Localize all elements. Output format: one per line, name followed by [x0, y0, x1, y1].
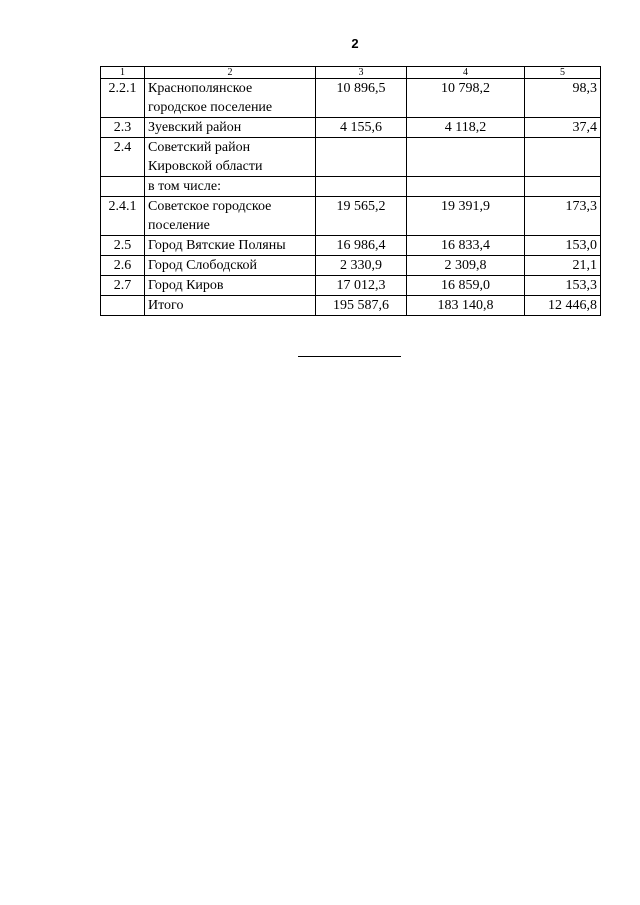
row-number: 2.6: [101, 256, 145, 276]
row-name: Итого: [145, 296, 316, 316]
value-col5: 153,3: [525, 276, 601, 296]
row-name: Город Киров: [145, 276, 316, 296]
data-table: [100, 66, 601, 316]
value-col4: 19 391,9: [407, 197, 525, 236]
table-row: [101, 138, 601, 177]
value-col3: 4 155,6: [316, 118, 407, 138]
row-name: Краснополянское городское поселение: [145, 79, 316, 118]
row-number: 2.7: [101, 276, 145, 296]
row-number: 2.3: [101, 118, 145, 138]
row-number: 2.2.1: [101, 79, 145, 118]
value-col3: 10 896,5: [316, 79, 407, 118]
value-col5: 98,3: [525, 79, 601, 118]
value-col5: 37,4: [525, 118, 601, 138]
row-name: Город Вятские Поляны: [145, 236, 316, 256]
row-number: [101, 296, 145, 316]
value-col5: 173,3: [525, 197, 601, 236]
value-col4: 16 859,0: [407, 276, 525, 296]
total-row: [101, 296, 601, 316]
table-row: [101, 236, 601, 256]
table-row: [101, 197, 601, 236]
value-col5: [525, 177, 601, 197]
value-col3: 195 587,6: [316, 296, 407, 316]
value-col4: [407, 177, 525, 197]
row-name: Зуевский район: [145, 118, 316, 138]
row-number: [101, 177, 145, 197]
table-row: [101, 276, 601, 296]
value-col4: [407, 138, 525, 177]
value-col5: 153,0: [525, 236, 601, 256]
value-col3: 16 986,4: [316, 236, 407, 256]
column-number: 4: [407, 67, 525, 79]
page-number: 2: [351, 36, 359, 51]
row-name: Советский район Кировской области: [145, 138, 316, 177]
row-name: Советское городское поселение: [145, 197, 316, 236]
table-row: [101, 79, 601, 118]
value-col3: 19 565,2: [316, 197, 407, 236]
row-number: 2.4.1: [101, 197, 145, 236]
value-col3: [316, 177, 407, 197]
value-col5: 21,1: [525, 256, 601, 276]
column-number: 5: [525, 67, 601, 79]
closing-rule: [298, 356, 401, 357]
value-col4: 2 309,8: [407, 256, 525, 276]
table-row: [101, 256, 601, 276]
value-col3: [316, 138, 407, 177]
value-col3: 17 012,3: [316, 276, 407, 296]
column-number-row: [101, 67, 601, 79]
value-col4: 16 833,4: [407, 236, 525, 256]
row-number: 2.5: [101, 236, 145, 256]
value-col3: 2 330,9: [316, 256, 407, 276]
value-col5: [525, 138, 601, 177]
table-row: [101, 177, 601, 197]
column-number: 2: [145, 67, 316, 79]
row-name: Город Слободской: [145, 256, 316, 276]
value-col4: 183 140,8: [407, 296, 525, 316]
value-col5: 12 446,8: [525, 296, 601, 316]
table-row: [101, 118, 601, 138]
value-col4: 4 118,2: [407, 118, 525, 138]
row-number: 2.4: [101, 138, 145, 177]
column-number: 3: [316, 67, 407, 79]
column-number: 1: [101, 67, 145, 79]
value-col4: 10 798,2: [407, 79, 525, 118]
row-name: в том числе:: [145, 177, 316, 197]
